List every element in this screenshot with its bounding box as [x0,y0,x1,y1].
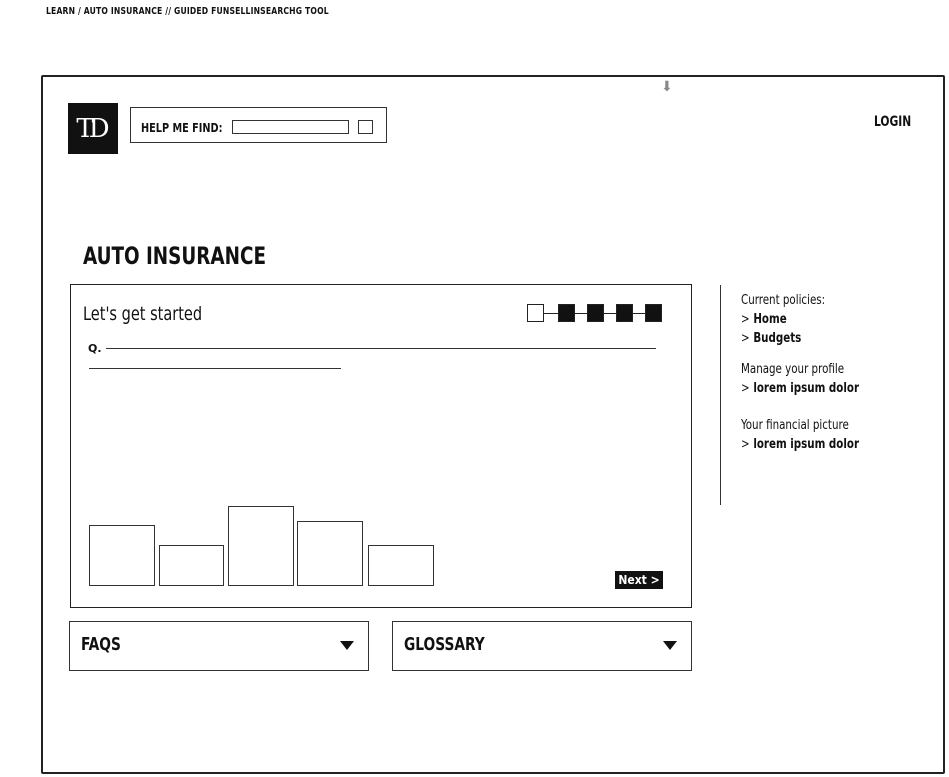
sidebar-heading: Manage your profile [741,362,845,377]
chevron-right-icon: > [741,312,750,327]
help-me-find-input[interactable] [232,120,349,134]
sidebar-link-home[interactable] [741,310,908,329]
step-3 [587,304,604,322]
sidebar-heading: Your financial picture [741,418,849,433]
sidebar-divider [720,285,721,505]
sidebar-link-profile[interactable] [741,379,908,398]
scroll-down-icon: ⬇ [661,79,673,95]
answer-option[interactable] [297,521,363,586]
answer-option[interactable] [368,545,434,586]
sidebar-link-label: Home [753,312,787,327]
question-text-placeholder-2 [89,368,341,369]
faqs-accordion[interactable] [69,621,369,671]
answer-option[interactable] [159,545,224,586]
chevron-down-icon [663,641,677,650]
sidebar-link-financial[interactable] [741,435,908,454]
step-5 [645,304,662,322]
next-button[interactable]: Next > [615,571,663,589]
glossary-label: GLOSSARY [404,634,485,655]
answer-option[interactable] [89,525,155,586]
chevron-right-icon: > [741,437,750,452]
glossary-accordion[interactable] [392,621,692,671]
faqs-label: FAQS [81,634,121,655]
help-me-find-submit-button[interactable] [358,120,373,134]
answer-options [89,500,439,590]
answer-option[interactable] [228,506,294,586]
help-me-find-label: HELP ME FIND: [141,121,223,135]
step-2 [558,304,575,322]
question-text-placeholder [106,348,656,349]
panel-title: Let's get started [83,303,203,325]
step-4 [616,304,633,322]
sidebar-link-label: lorem ipsum dolor [753,381,860,396]
login-link[interactable]: LOGIN [874,114,912,130]
sidebar-group-financial [741,417,931,454]
chevron-down-icon [340,641,354,650]
chevron-right-icon: > [741,331,750,346]
question-prefix: Q. [88,342,102,355]
sidebar-heading: Current policies: [741,293,826,308]
sidebar-link-label: lorem ipsum dolor [753,437,860,452]
step-1 [527,304,544,322]
step-progress [527,304,667,324]
sidebar-group-policies [741,292,931,348]
breadcrumb: LEARN / AUTO INSURANCE // GUIDED FUNSELLINSEARCHG TOOL [46,6,329,17]
page-title: AUTO INSURANCE [83,242,267,270]
sidebar-group-profile [741,361,931,398]
sidebar [741,292,931,467]
sidebar-link-budgets[interactable] [741,329,908,348]
td-logo[interactable]: TD [68,103,118,154]
chevron-right-icon: > [741,381,750,396]
sidebar-link-label: Budgets [753,331,802,346]
